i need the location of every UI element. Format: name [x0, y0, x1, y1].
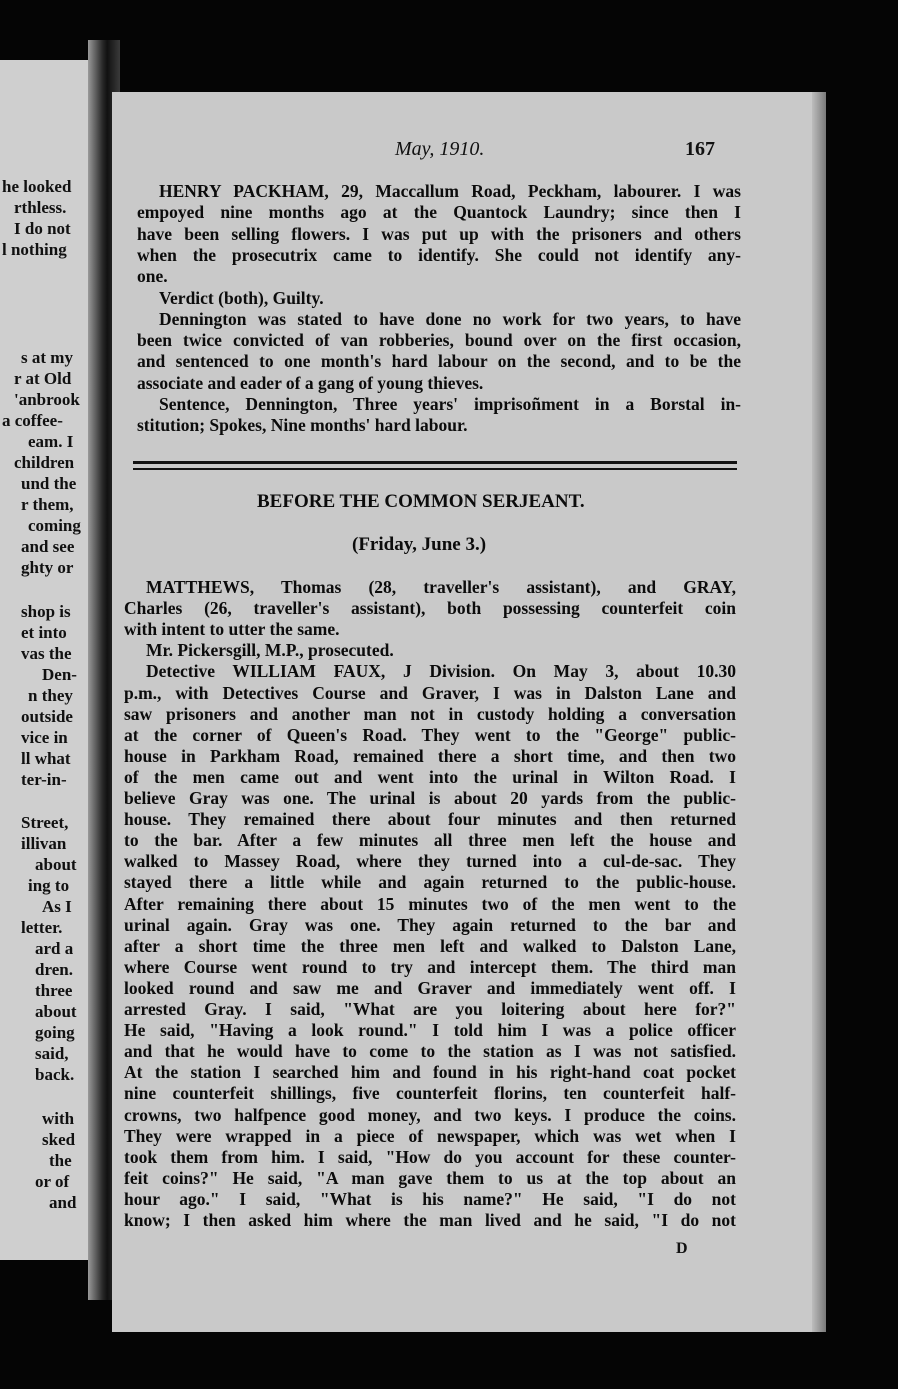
text-line: at the corner of Queen's Road. They went to the "George" public-: [124, 724, 736, 745]
running-header-date: May, 1910.: [395, 138, 485, 160]
left-page-line: illivan: [21, 834, 67, 853]
text-line: after a short time the three men left and walked to Dalston Lane,: [124, 935, 736, 956]
left-page-line: s at my: [21, 348, 73, 367]
left-page-line: a coffee-: [2, 411, 63, 430]
left-page-line: he looked: [2, 177, 72, 196]
left-page-line: Den-: [42, 665, 77, 684]
left-page-line: vas the: [21, 644, 72, 663]
text-line: hour ago." I said, "What is his name?" He said, "I do not: [124, 1188, 736, 1209]
court-heading: BEFORE THE COMMON SERJEANT.: [257, 491, 585, 512]
text-line: know; I then asked him where the man lived and he said, "I do not: [124, 1210, 736, 1230]
left-page-line: or of: [35, 1172, 70, 1191]
text-line: house in Parkham Road, remained there a short time, and then two: [124, 745, 736, 766]
left-page-line: eam. I: [28, 432, 74, 451]
section-divider-thin: [133, 468, 737, 470]
text-line: HENRY PACKHAM, 29, Maccallum Road, Peckham, labourer. I was: [159, 181, 741, 201]
section-divider-thick: [133, 461, 737, 464]
left-page-line: l nothing: [2, 240, 67, 259]
left-page-line: about: [35, 855, 77, 874]
text-line: with intent to utter the same.: [124, 619, 340, 640]
text-line: Dennington was stated to have done no work for two years, to have: [159, 308, 741, 329]
text-line: and sentenced to one month's hard labour on the second, and to be the: [137, 351, 741, 372]
left-page-line: going: [35, 1023, 75, 1042]
text-line: Mr. Pickersgill, M.P., prosecuted.: [146, 640, 394, 661]
text-line: have been selling flowers. I was put up with the prisoners and others: [137, 223, 741, 244]
left-page-line: sked: [42, 1130, 76, 1149]
text-line: been twice convicted of van robberies, bound over on the first occasion,: [137, 330, 741, 351]
text-line: associate and eader of a gang of young thieves.: [137, 372, 484, 393]
left-page-line: vice in: [21, 728, 68, 747]
left-page-line: and: [49, 1193, 77, 1212]
left-page-line: and see: [21, 537, 75, 556]
text-line: He said, "Having a look round." I told him I was a police officer: [124, 1020, 736, 1041]
text-line: stayed there a little while and again returned to the public-house.: [124, 872, 736, 893]
left-page-line: I do not: [14, 219, 71, 238]
text-line: urinal again. Gray was one. They again returned to the bar and: [124, 914, 736, 935]
left-page-line: und the: [21, 474, 77, 493]
left-page-line: the: [49, 1151, 72, 1170]
left-page-line: r them,: [21, 495, 74, 514]
text-line: took them from him. I said, "How do you account for these counter-: [124, 1146, 736, 1167]
left-page-line: As I: [42, 897, 72, 916]
text-line: feit coins?" He said, "A man gave them to us at the top about an: [124, 1167, 736, 1188]
text-line: where Course went round to try and intercept them. The third man: [124, 956, 736, 977]
text-line: Charles (26, traveller's assistant), both possessing counterfeit coin: [124, 598, 736, 619]
left-page-line: rthless.: [14, 198, 67, 217]
left-page-line: coming: [28, 516, 81, 535]
left-page-line: about: [35, 1002, 77, 1021]
text-line: looked round and saw me and Graver and immediately went off. I: [124, 977, 736, 998]
text-line: crowns, two halfpence good money, and two keys. I produce the coins.: [124, 1104, 736, 1125]
text-line: when the prosecutrix came to identify. She could not identify any-: [137, 244, 741, 265]
text-line: nine counterfeit shillings, five counterfeit florins, ten counterfeit half-: [124, 1083, 736, 1104]
left-page-line: said,: [35, 1044, 69, 1063]
left-page-line: back.: [35, 1065, 75, 1084]
text-line: walked to Massey Road, where they turned into a cul-de-sac. They: [124, 851, 736, 872]
left-page-line: ghty or: [21, 558, 74, 577]
text-line: Sentence, Dennington, Three years' imprisoñment in a Borstal in-: [159, 394, 741, 414]
text-line: At the station I searched him and found in his right-hand coat pocket: [124, 1062, 736, 1083]
signature-mark: D: [676, 1240, 688, 1257]
text-line: MATTHEWS, Thomas (28, traveller's assistant), and GRAY,: [146, 577, 736, 597]
text-line: After remaining there about 15 minutes two of the men went to the: [124, 893, 736, 914]
text-line: Detective WILLIAM FAUX, J Division. On May 3, about 10.30: [146, 661, 736, 682]
text-line: They were wrapped in a piece of newspaper, which was wet when I: [124, 1125, 736, 1146]
text-line: to the bar. After a few minutes all three men left the house and: [124, 830, 736, 851]
page-number: 167: [685, 138, 715, 160]
left-page-line: Street,: [21, 813, 69, 832]
text-line: empoyed nine months ago at the Quantock Laundry; since then I: [137, 202, 741, 223]
left-page-line: 'anbrook: [14, 390, 80, 409]
left-page-line: with: [42, 1109, 75, 1128]
left-page-line: outside: [21, 707, 73, 726]
text-line: of the men came out and went into the urinal in Wilton Road. I: [124, 766, 736, 787]
text-line: p.m., with Detectives Course and Graver, I was in Dalston Lane and: [124, 682, 736, 703]
text-line: house. They remained there about four minutes and then returned: [124, 809, 736, 830]
text-line: stitution; Spokes, Nine months' hard labour.: [137, 415, 468, 436]
left-page-line: ard a: [35, 939, 74, 958]
left-page-line: three: [35, 981, 73, 1000]
left-page-line: ter-in-: [21, 770, 67, 789]
text-line: arrested Gray. I said, "What are you loitering about here for?": [124, 999, 736, 1019]
text-line: one.: [137, 266, 168, 287]
left-page-line: ing to: [28, 876, 70, 895]
left-page-line: et into: [21, 623, 67, 642]
left-page-line: children: [14, 453, 75, 472]
left-page-line: shop is: [21, 602, 71, 621]
text-line: believe Gray was one. The urinal is about 20 yards from the public-: [124, 788, 736, 808]
left-page-line: letter.: [21, 918, 63, 937]
left-page-line: ll what: [21, 749, 71, 768]
page-edge: [812, 92, 826, 1332]
left-page-line: dren.: [35, 960, 73, 979]
left-page-line: n they: [28, 686, 73, 705]
text-line: saw prisoners and another man not in custody holding a conversation: [124, 703, 736, 724]
text-line: Verdict (both), Guilty.: [159, 287, 324, 308]
date-subheading: (Friday, June 3.): [352, 534, 487, 555]
text-line: and that he would have to come to the station as I was not satisfied.: [124, 1041, 736, 1062]
left-page-line: r at Old: [14, 369, 72, 388]
